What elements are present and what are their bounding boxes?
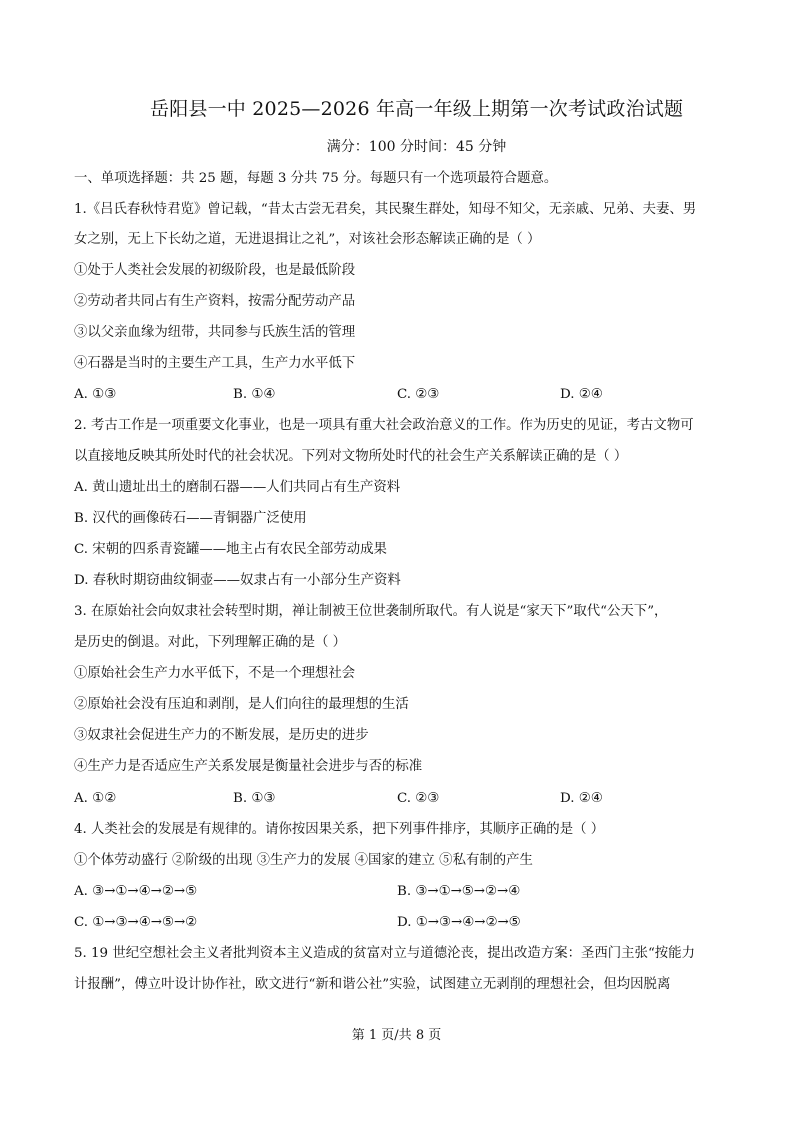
question-1-stem-line-2: 女之别，无上下长幼之道，无进退揖让之礼”，对该社会形态解读正确的是（ ） [74,232,541,247]
question-2-stem-line-1: 2. 考古工作是一项重要文化事业，也是一项具有重大社会政治意义的工作。作为历史的见证，考古文物可 [74,418,694,433]
question-3-statement-4: ④生产力是否适应生产关系发展是衡量社会进步与否的标准 [74,759,423,774]
question-2-option-d[interactable]: D. 春秋时期窃曲纹铜壶——奴隶占有一小部分生产资料 [74,573,401,588]
question-4-option-c[interactable]: C. ①→③→④→⑤→② [74,915,198,930]
exam-info: 满分：100 分时间：45 分钟 [326,139,507,155]
question-4-option-a[interactable]: A. ③→①→④→②→⑤ [74,884,198,899]
question-1-statement-3: ③以父亲血缘为纽带，共同参与氏族生活的管理 [74,325,356,340]
question-1-options [74,386,734,404]
question-3-stem-line-1: 3. 在原始社会向奴隶社会转型时期，禅让制被王位世袭制所取代。有人说是“家天下”取代“公天下”， [74,604,668,619]
question-5-stem-line-2: 计报酬”，傅立叶设计协作社，欧文进行“新和谐公社”实验，试图建立无剥削的理想社会，但均因脱离 [74,977,671,992]
question-2-stem-line-2: 以直接地反映其所处时代的社会状况。下列对文物所处时代的社会生产关系解读正确的是（ ） [74,449,628,464]
question-3-statement-3: ③奴隶社会促进生产力的不断发展，是历史的进步 [74,728,369,743]
question-3-options [74,790,734,808]
question-4-option-d[interactable]: D. ①→③→④→②→⑤ [397,915,521,930]
question-1-statement-1: ①处于人类社会发展的初级阶段，也是最低阶段 [74,263,356,278]
question-3-option-d[interactable]: D. ②④ [560,791,603,806]
question-1-option-d[interactable]: D. ②④ [560,387,603,402]
page-footer: 第 1 页/共 8 页 [351,1028,442,1043]
question-1-statement-4: ④石器是当时的主要生产工具，生产力水平低下 [74,356,356,371]
question-1-stem-line-1: 1.《吕氏春秋恃君览》曾记载，“昔太古尝无君矣，其民聚生群处，知母不知父，无亲戚、兄弟、夫妻、男 [74,202,697,217]
question-2-option-c[interactable]: C. 宋朝的四系青瓷罐——地主占有农民全部劳动成果 [74,542,387,557]
question-4-statements: ①个体劳动盛行 ②阶级的出现 ③生产力的发展 ④国家的建立 ⑤私有制的产生 [74,853,533,868]
page-title: 岳阳县一中 2025—2026 年高一年级上期第一次考试政治试题 [150,98,684,120]
question-3-stem-line-2: 是历史的倒退。对此，下列理解正确的是（ ） [74,635,347,650]
question-4-options-row-1 [74,883,734,901]
question-4-stem-line-1: 4. 人类社会的发展是有规律的。请你按因果关系，把下列事件排序，其顺序正确的是（ ） [74,822,605,837]
question-2-option-a[interactable]: A. 黄山遗址出土的磨制石器——人们共同占有生产资料 [74,480,401,495]
question-3-option-c[interactable]: C. ②③ [397,791,440,806]
question-1-option-a[interactable]: A. ①③ [74,387,117,402]
question-2-option-b[interactable]: B. 汉代的画像砖石——青铜器广泛使用 [74,511,307,526]
question-4-options-row-2 [74,914,734,932]
question-3-option-a[interactable]: A. ①② [74,791,117,806]
question-3-option-b[interactable]: B. ①③ [233,791,276,806]
question-1-option-c[interactable]: C. ②③ [397,387,440,402]
question-4-option-b[interactable]: B. ③→①→⑤→②→④ [397,884,521,899]
section-heading: 一、单项选择题：共 25 题，每题 3 分共 75 分。每题只有一个选项最符合题意。 [74,171,558,186]
question-5-stem-line-1: 5. 19 世纪空想社会主义者批判资本主义造成的贫富对立与道德沦丧，提出改造方案：圣西门主张“按能力 [74,946,695,961]
question-1-option-b[interactable]: B. ①④ [233,387,276,402]
question-3-statement-2: ②原始社会没有压迫和剥削，是人们向往的最理想的生活 [74,697,409,712]
question-1-statement-2: ②劳动者共同占有生产资料，按需分配劳动产品 [74,294,356,309]
question-3-statement-1: ①原始社会生产力水平低下，不是一个理想社会 [74,666,356,681]
